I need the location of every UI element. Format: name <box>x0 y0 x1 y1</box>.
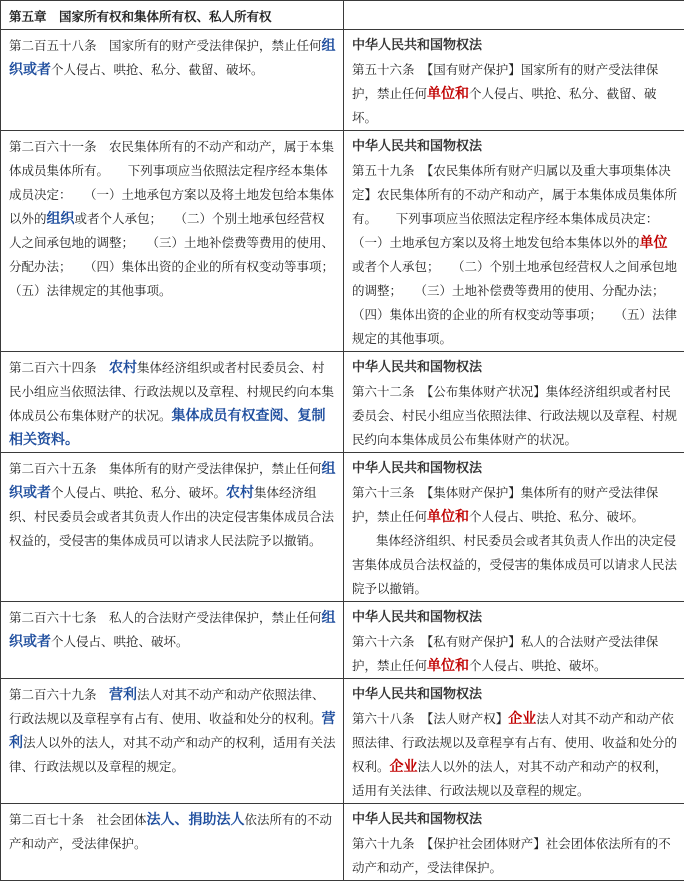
text-run: 第二百五十八条 国家所有的财产受法律保护，禁止任何 <box>9 38 322 53</box>
property-law-article <box>344 679 684 804</box>
article-text <box>9 610 336 649</box>
article-text <box>9 687 336 774</box>
chapter-row <box>1 1 684 30</box>
civil-code-article <box>1 453 344 602</box>
civil-code-article <box>1 30 344 131</box>
text-run: 集体经济组织、村民委员会或者其负责人作出的决定侵害集体成员合法权益的，受侵害的集体成员可以请求人民法院予以撤销。 <box>9 485 334 548</box>
text-run: 第二百六十四条 <box>9 360 109 375</box>
property-law-article <box>344 602 684 679</box>
property-law-diff-highlight: 单位和 <box>427 658 469 674</box>
text-run: 第五十六条 【国有财产保护】国家所有的财产受法律保护，禁止任何 <box>352 62 658 101</box>
text-run: 第六十九条 【保护社会团体财产】社会团体依法所有的不动产和动产，受法律保护。 <box>352 836 671 875</box>
text-run: 第六十三条 【集体财产保护】集体所有的财产受法律保护，禁止任何 <box>352 485 658 524</box>
civil-code-change-highlight: 组织或者 <box>9 610 336 650</box>
civil-code-article <box>1 602 344 679</box>
law-name: 中华人民共和国物权法 <box>352 606 678 630</box>
article-text <box>9 38 336 77</box>
article-text <box>352 485 677 596</box>
civil-code-article <box>1 352 344 453</box>
law-name: 中华人民共和国物权法 <box>352 457 678 481</box>
text-run: 法人以外的法人，对其不动产和动产的权利，适用有关法律、行政法规以及章程的规定。 <box>9 735 336 774</box>
property-law-article <box>344 352 684 453</box>
article-text <box>352 62 658 125</box>
civil-code-article <box>1 679 344 804</box>
text-run: 个人侵占、哄抢、破坏。 <box>51 634 189 649</box>
article-text <box>9 360 334 447</box>
text-run: 第五十九条 【农民集体所有财产归属以及重大事项集体决定】农民集体所有的不动产和动产，属于本集体成员集体所有。 下列事项应当依照法定程序经本集体成员决定： （一）土地承包方案以及将土地发包给本集体以外的 <box>352 163 677 250</box>
property-law-diff-highlight: 企业 <box>508 711 536 727</box>
text-run: 个人侵占、哄抢、破坏。 <box>469 658 607 673</box>
text-run: 法人对其不动产和动产依照法律、行政法规以及章程享有占有、使用、收益和处分的权利。 <box>352 711 677 774</box>
property-law-article <box>344 131 684 352</box>
text-run: 集体经济组织或者村民委员会、村民小组应当依照法律、行政法规以及章程、村规民约向本集体成员公布集体财产的状况。 <box>9 360 334 423</box>
text-run: 依法所有的不动产和动产，受法律保护。 <box>9 812 332 851</box>
text-run: 个人侵占、哄抢、私分、截留、破坏。 <box>51 62 264 77</box>
text-run: 或者个人承包； （二）个别土地承包经营权人之间承包地的调整； （三）土地补偿费等费用的使用、分配办法； （四）集体出资的企业的所有权变动等事项； （五）法律规定的其他事项。 <box>352 259 683 346</box>
table-row <box>1 679 684 804</box>
article-text <box>9 812 332 851</box>
property-law-article <box>344 804 684 881</box>
article-text <box>352 836 671 875</box>
text-run: 第二百六十一条 农民集体所有的不动产和动产，属于本集体成员集体所有。 下列事项应当依照法定程序经本集体成员决定： （一）土地承包方案以及将土地发包给本集体以外的 <box>9 139 334 226</box>
table-row <box>1 453 684 602</box>
text-run: 第二百六十五条 集体所有的财产受法律保护，禁止任何 <box>9 461 322 476</box>
article-text <box>352 384 677 447</box>
text-run: 第二百六十七条 私人的合法财产受法律保护，禁止任何 <box>9 610 322 625</box>
chapter-title: 第五章 国家所有权和集体所有权、私人所有权 <box>1 1 344 30</box>
text-run: 第六十二条 【公布集体财产状况】集体经济组织或者村民委员会、村民小组应当依照法律、行政法规以及章程、村规民约向本集体成员公布集体财产的状况。 <box>352 384 677 447</box>
text-run: 第六十六条 【私有财产保护】私人的合法财产受法律保护，禁止任何 <box>352 634 658 673</box>
table-row <box>1 352 684 453</box>
text-run: 个人侵占、哄抢、私分、破坏。 <box>51 485 226 500</box>
civil-code-article <box>1 131 344 352</box>
property-law-article <box>344 30 684 131</box>
civil-code-change-highlight: 法人、捐助法人 <box>147 812 245 828</box>
property-law-diff-highlight: 单位和 <box>427 86 469 102</box>
civil-code-change-highlight: 组织或者 <box>9 461 336 501</box>
text-run: 第二百七十条 社会团体 <box>9 812 147 827</box>
table-row <box>1 804 684 881</box>
text-run: 集体经济组织、村民委员会或者其负责人作出的决定侵害集体成员合法权益的，受侵害的集体成员可以请求人民法院予以撤销。 <box>352 533 677 596</box>
table-row <box>1 131 684 352</box>
table-row <box>1 30 684 131</box>
table-row <box>1 602 684 679</box>
law-name: 中华人民共和国物权法 <box>352 683 678 707</box>
civil-code-change-highlight: 组织或者 <box>9 38 336 78</box>
property-law-diff-highlight: 单位和 <box>427 509 469 525</box>
text-run: 或者个人承包； （二）个别土地承包经营权人之间承包地的调整； （三）土地补偿费等费用的使用、分配办法； （四）集体出资的企业的所有权变动等事项； （五）法律规定的其他事项。 <box>9 211 353 298</box>
text-run: 个人侵占、哄抢、私分、截留、破坏。 <box>352 86 657 125</box>
civil-code-article <box>1 804 344 881</box>
civil-code-change-highlight: 农村 <box>109 360 137 376</box>
article-text <box>352 163 683 346</box>
civil-code-change-highlight: 组织 <box>47 211 75 227</box>
text-run: 个人侵占、哄抢、私分、破坏。 <box>469 509 644 524</box>
law-name: 中华人民共和国物权法 <box>352 34 678 58</box>
property-law-diff-highlight: 企业 <box>390 759 418 775</box>
civil-code-change-highlight: 集体成员有权查阅、复制相关资料。 <box>9 408 326 448</box>
law-name: 中华人民共和国物权法 <box>352 135 678 159</box>
text-run: 法人对其不动产和动产依照法律、行政法规以及章程享有占有、使用、收益和处分的权利。 <box>9 687 325 726</box>
text-run: 法人以外的法人，对其不动产和动产的权利，适用有关法律、行政法规以及章程的规定。 <box>352 759 668 798</box>
law-name: 中华人民共和国物权法 <box>352 808 678 832</box>
law-name: 中华人民共和国物权法 <box>352 356 678 380</box>
article-text <box>352 634 658 673</box>
property-law-diff-highlight: 单位 <box>640 235 668 251</box>
text-run: 第二百六十九条 <box>9 687 109 702</box>
chapter-right-cell <box>344 1 684 30</box>
article-text <box>9 461 336 548</box>
civil-code-change-highlight: 营利 <box>9 711 336 751</box>
text-run: 第六十八条 【法人财产权】 <box>352 711 508 726</box>
property-law-article <box>344 453 684 602</box>
civil-code-change-highlight: 营利 <box>109 687 137 703</box>
article-text <box>352 711 677 798</box>
article-text <box>9 139 353 298</box>
civil-code-change-highlight: 农村 <box>226 485 254 501</box>
